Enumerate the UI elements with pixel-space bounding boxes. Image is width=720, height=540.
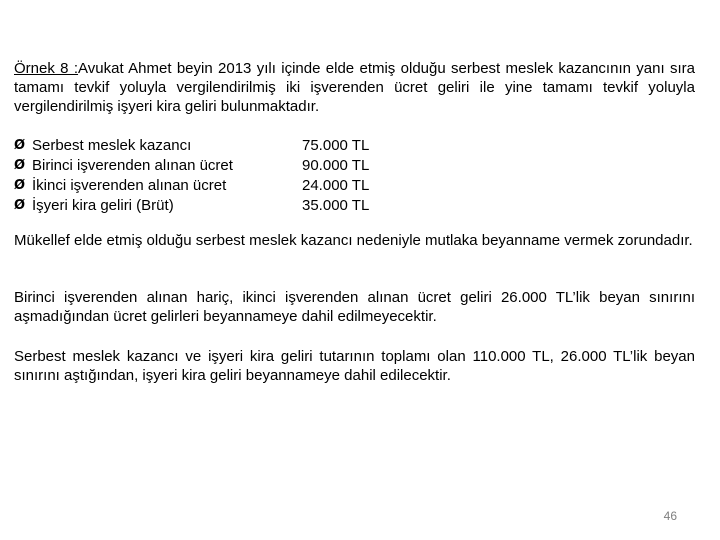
item-value: 75.000 TL [302,136,370,154]
example-label: Örnek 8 : [14,60,79,77]
page-number: 46 [663,509,677,523]
item-value: 24.000 TL [302,176,370,194]
item-label: Serbest meslek kazancı [32,136,192,154]
list-item [14,195,414,215]
item-label: İkinci işverenden alınan ücret [32,176,227,194]
item-value: 35.000 TL [302,196,370,214]
income-list [14,135,414,215]
paragraph-wage-income: Birinci işverenden alınan hariç, ikinci işverenden alınan ücret geliri 26.000 TL’lik beyan sınırını aşmadığından ücret gelirleri beyannameye dahil edilmeyecektir. [14,289,695,325]
list-item [14,135,414,155]
arrow-bullet-icon: Ø [14,177,26,193]
list-item [14,175,414,195]
arrow-bullet-icon: Ø [14,197,26,213]
paragraph-rental-income: Serbest meslek kazancı ve işyeri kira geliri tutarının toplamı olan 110.000 TL, 26.000 TL’lik beyan sınırını aştığından, işyeri kira geliri beyannameye dahil edilecektir. [14,348,695,384]
item-label: Birinci işverenden alınan ücret [32,156,233,174]
arrow-bullet-icon: Ø [14,157,26,173]
intro-text: Avukat Ahmet beyin 2013 yılı içinde elde etmiş olduğu serbest meslek kazancının yanı sıra tamamı tevkif yoluyla vergilendirilmiş iki işverenden ücret geliri ile yine tamamı tevkif yoluyla vergilendirilmiş işyeri kira geliri bulunmaktadır. [14,60,695,115]
paragraph-obligation: Mükellef elde etmiş olduğu serbest meslek kazancı nedeniyle mutlaka beyanname vermek zorundadır. [14,232,693,249]
intro-paragraph [14,59,695,116]
item-label: İşyeri kira geliri (Brüt) [32,196,174,214]
arrow-bullet-icon: Ø [14,137,26,153]
list-item [14,155,414,175]
item-value: 90.000 TL [302,156,370,174]
